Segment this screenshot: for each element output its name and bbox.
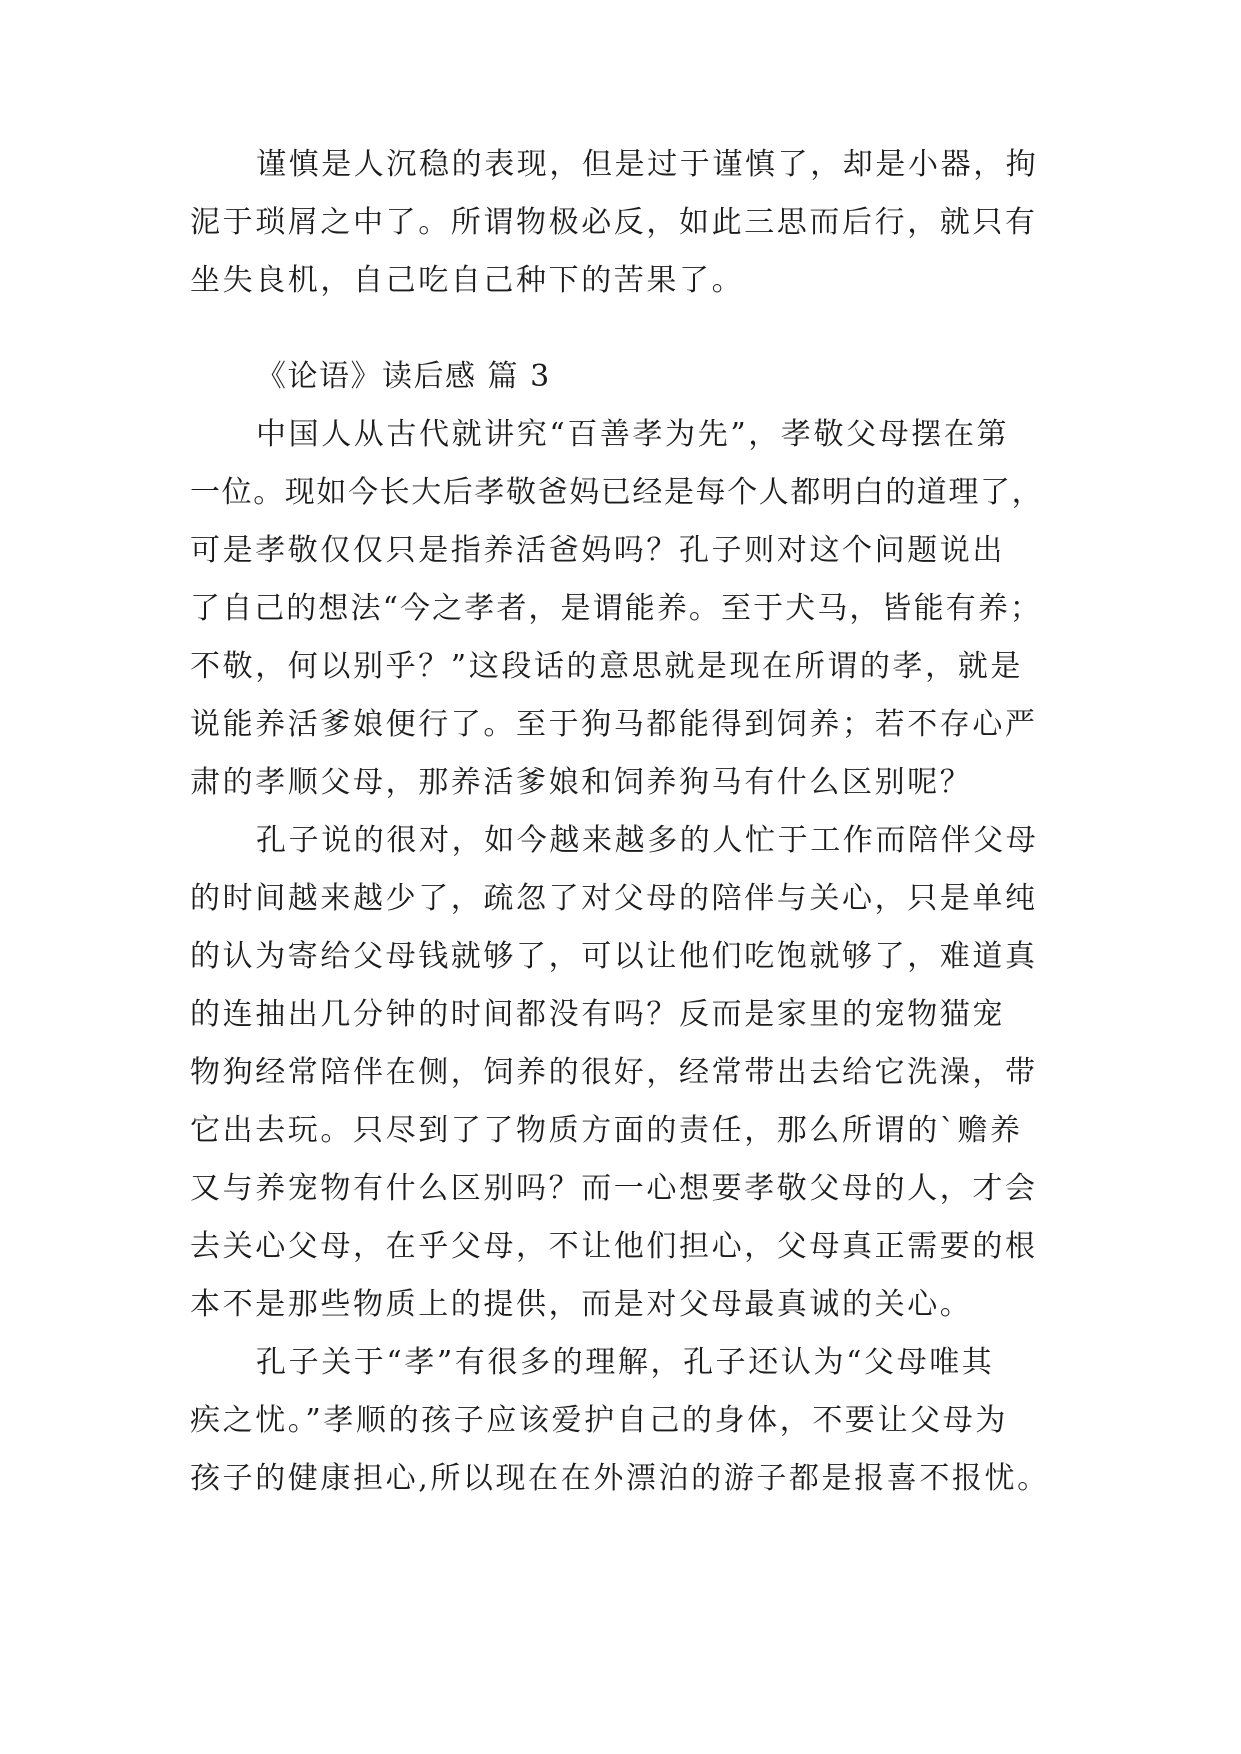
text-line: 坐失良机，自己吃自己种下的苦果了。 xyxy=(190,263,745,298)
text-line: 说能养活爹娘便行了。至于狗马都能得到饲养；若不存心严 xyxy=(190,707,1038,742)
text-line: 不敬，何以别乎？”这段话的意思就是现在所谓的孝，就是 xyxy=(190,649,1023,684)
text-line: 的认为寄给父母钱就够了，可以让他们吃饱就够了，难道真 xyxy=(190,939,1038,974)
section-heading xyxy=(190,348,1052,406)
text-line: 疾之忧。”孝顺的孩子应该爱护自己的身体，不要让父母为 xyxy=(190,1403,1008,1438)
text-line: 中国人从古代就讲究“百善孝为先”，孝敬父母摆在第 xyxy=(256,417,1010,452)
paragraph-confucius-right xyxy=(190,812,1052,1334)
text-line: 的连抽出几分钟的时间都没有吗？反而是家里的宠物猫宠 xyxy=(190,997,1005,1032)
text-line: 一位。现如今长大后孝敬爸妈已经是每个人都明白的道理了， xyxy=(190,475,1044,510)
text-line: 它出去玩。只尽到了了物质方面的责任，那么所谓的`赡养 xyxy=(190,1113,1023,1148)
text-line: 孩子的健康担心,所以现在在外漂泊的游子都是报喜不报忧。 xyxy=(190,1461,1050,1496)
heading-text: 《论语》读后感 篇 3 xyxy=(256,359,551,394)
text-line: 谨慎是人沉稳的表现，但是过于谨慎了，却是小器，拘 xyxy=(256,147,1039,182)
text-line: 物狗经常陪伴在侧，饲养的很好，经常带出去给它洗澡，带 xyxy=(190,1055,1038,1090)
text-line: 肃的孝顺父母，那养活爹娘和饲养狗马有什么区别呢？ xyxy=(190,765,973,800)
text-line: 去关心父母，在乎父母，不让他们担心，父母真正需要的根 xyxy=(190,1229,1038,1264)
text-line: 泥于琐屑之中了。所谓物极必反，如此三思而后行，就只有 xyxy=(190,205,1038,240)
text-line: 孔子说的很对，如今越来越多的人忙于工作而陪伴父母 xyxy=(256,823,1039,858)
text-line: 了自己的想法“今之孝者，是谓能养。至于犬马，皆能有养； xyxy=(190,591,1043,626)
text-line: 又与养宠物有什么区别吗？而一心想要孝敬父母的人，才会 xyxy=(190,1171,1038,1206)
paragraph-filial-piety xyxy=(190,406,1052,812)
text-line: 的时间越来越少了，疏忽了对父母的陪伴与关心，只是单纯 xyxy=(190,881,1038,916)
text-line: 可是孝敬仅仅只是指养活爸妈吗？孔子则对这个问题说出 xyxy=(190,533,1005,568)
text-line: 本不是那些物质上的提供，而是对父母最真诚的关心。 xyxy=(190,1287,973,1322)
paragraph-caution xyxy=(190,136,1052,310)
paragraph-parents-worry xyxy=(190,1334,1052,1508)
text-line: 孔子关于“孝”有很多的理解，孔子还认为“父母唯其 xyxy=(256,1345,995,1380)
